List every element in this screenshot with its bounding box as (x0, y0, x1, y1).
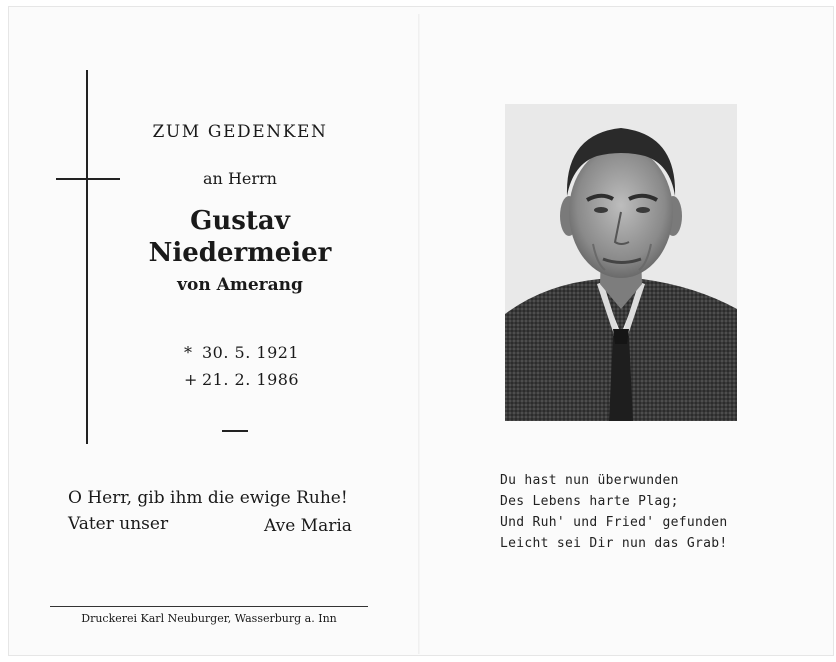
heading: ZUM GEDENKEN (152, 122, 328, 142)
prayer-ave-maria: Ave Maria (264, 516, 352, 536)
prayer-line: O Herr, gib ihm die ewige Ruhe! (68, 488, 348, 508)
birth-date: 30. 5. 1921 (202, 343, 300, 362)
verse-line: Des Lebens harte Plag; (500, 494, 679, 509)
salutation: an Herrn (203, 169, 277, 188)
death-line (184, 370, 299, 389)
death-date: 21. 2. 1986 (202, 370, 300, 389)
card-fold (418, 14, 420, 654)
verse-line: Leicht sei Dir nun das Grab! (500, 536, 728, 551)
footer-rule (50, 606, 368, 607)
prayer-vater-unser: Vater unser (68, 514, 169, 534)
portrait-photo (505, 104, 737, 421)
cross-horizontal-bar (56, 178, 120, 180)
last-name: Niedermeier (148, 238, 332, 268)
verse-line: Du hast nun überwunden (500, 473, 679, 488)
birth-symbol: * (184, 343, 193, 362)
verse-line: Und Ruh' und Fried' gefunden (500, 515, 728, 530)
death-symbol: + (184, 370, 198, 389)
first-name: Gustav (190, 206, 290, 236)
separator-dash (222, 430, 248, 432)
origin: von Amerang (177, 275, 303, 295)
birth-line (184, 343, 299, 362)
printer-credit: Druckerei Karl Neuburger, Wasserburg a. Inn (81, 612, 337, 625)
cross-vertical-bar (86, 70, 88, 444)
memorial-verse (500, 470, 728, 554)
